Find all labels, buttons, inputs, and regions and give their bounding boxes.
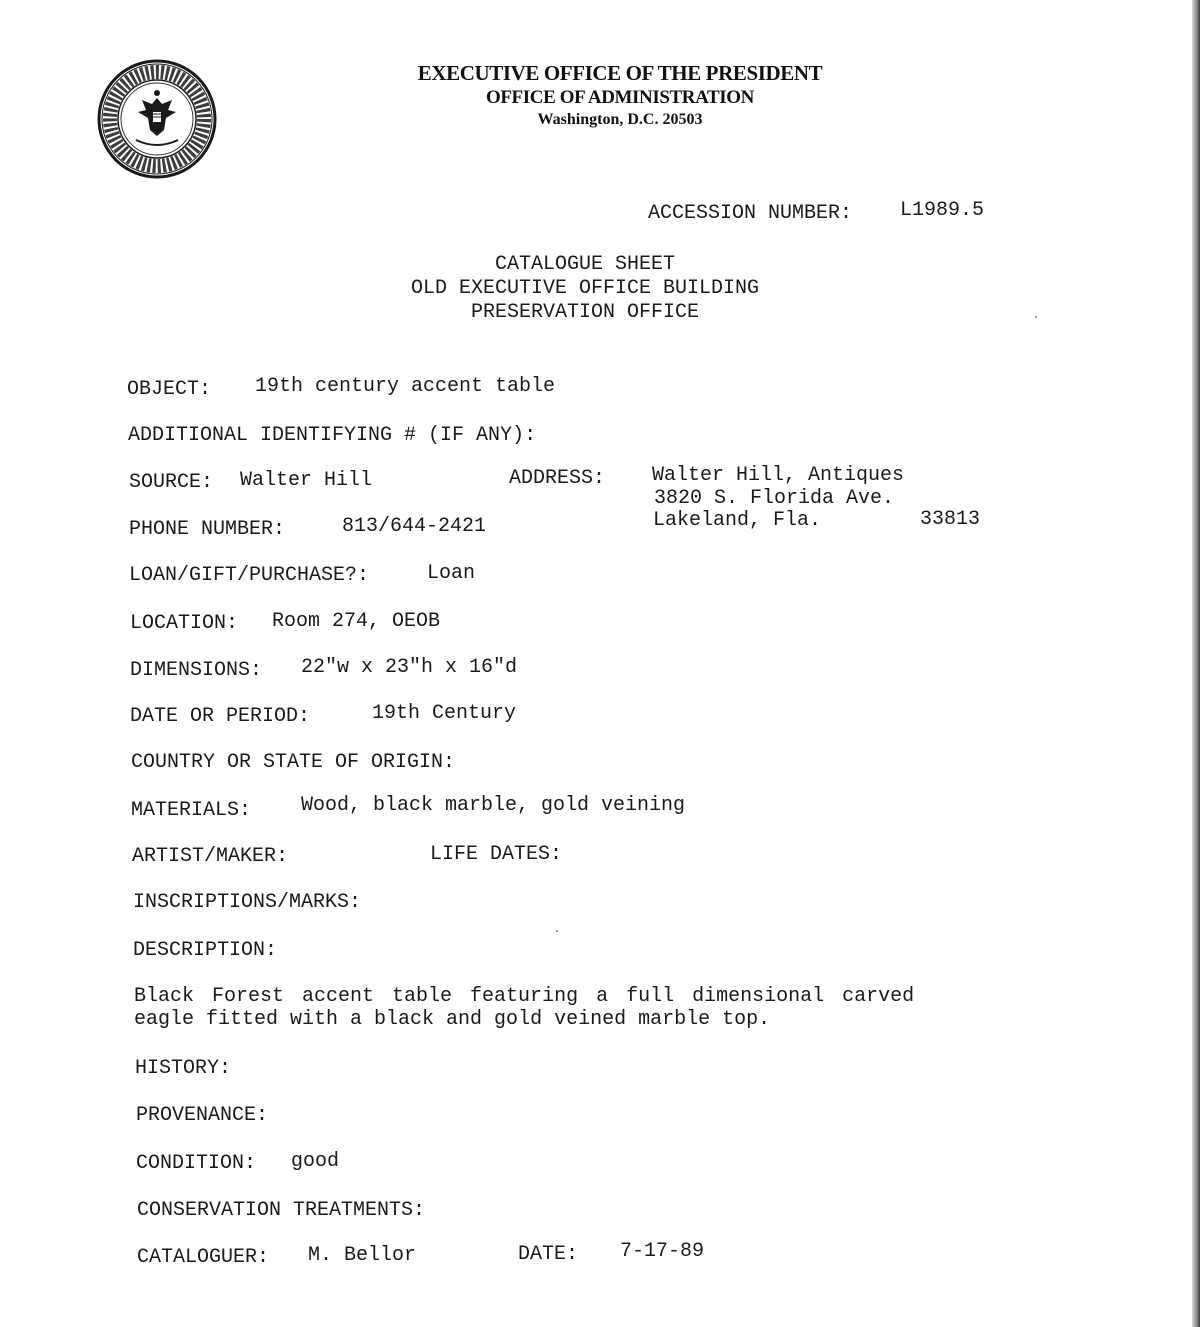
- location-value: Room 274, OEOB: [272, 610, 441, 633]
- loan-label: LOAN/GIFT/PURCHASE?:: [129, 564, 370, 587]
- building-title: OLD EXECUTIVE OFFICE BUILDING: [410, 277, 760, 300]
- date-label: DATE:: [518, 1243, 579, 1266]
- address-line3: Lakeland, Fla.: [653, 509, 822, 532]
- description-label: DESCRIPTION:: [133, 939, 278, 962]
- description-line1: Black Forest accent table featuring a full dimensional carved: [134, 985, 915, 1008]
- description-line2: eagle fitted with a black and gold veined marble top.: [134, 1008, 771, 1031]
- loan-value: Loan: [427, 562, 476, 585]
- date-period-label: DATE OR PERIOD:: [130, 705, 311, 728]
- object-label: OBJECT:: [127, 378, 212, 401]
- condition-label: CONDITION:: [136, 1152, 257, 1175]
- scan-speck: [556, 930, 558, 932]
- materials-label: MATERIALS:: [131, 799, 252, 822]
- cataloguer-value: M. Bellor: [308, 1244, 417, 1267]
- materials-value: Wood, black marble, gold veining: [301, 794, 686, 817]
- address-zip: 33813: [920, 508, 981, 531]
- inscriptions-label: INSCRIPTIONS/MARKS:: [133, 891, 362, 914]
- cataloguer-label: CATALOGUER:: [137, 1246, 270, 1269]
- accession-label: ACCESSION NUMBER:: [648, 202, 853, 225]
- date-period-value: 19th Century: [372, 702, 517, 725]
- life-dates-label: LIFE DATES:: [430, 843, 563, 866]
- artist-label: ARTIST/MAKER:: [132, 845, 289, 868]
- conservation-label: CONSERVATION TREATMENTS:: [137, 1199, 426, 1222]
- location-label: LOCATION:: [130, 612, 239, 635]
- condition-value: good: [291, 1150, 340, 1173]
- dimensions-label: DIMENSIONS:: [130, 659, 263, 682]
- scan-speck: [1035, 316, 1037, 318]
- history-label: HISTORY:: [135, 1057, 232, 1080]
- header-executive-office: EXECUTIVE OFFICE OF THE PRESIDENT: [417, 61, 823, 85]
- address-label: ADDRESS:: [509, 467, 606, 490]
- provenance-label: PROVENANCE:: [136, 1104, 269, 1127]
- source-label: SOURCE:: [129, 471, 214, 494]
- office-of-administration-seal-icon: [96, 58, 218, 180]
- additional-id-label: ADDITIONAL IDENTIFYING # (IF ANY):: [128, 424, 537, 447]
- catalogue-sheet-title: CATALOGUE SHEET: [494, 253, 676, 276]
- source-value: Walter Hill: [240, 469, 373, 492]
- origin-label: COUNTRY OR STATE OF ORIGIN:: [131, 751, 456, 774]
- scan-edge: [1192, 0, 1200, 1327]
- phone-value: 813/644-2421: [342, 515, 487, 538]
- phone-label: PHONE NUMBER:: [129, 518, 286, 541]
- dimensions-value: 22"w x 23"h x 16"d: [301, 656, 518, 679]
- header-office-of-administration: OFFICE OF ADMINISTRATION: [485, 87, 755, 108]
- accession-number: L1989.5: [900, 199, 985, 222]
- preservation-office-title: PRESERVATION OFFICE: [470, 301, 700, 324]
- address-line2: 3820 S. Florida Ave.: [654, 487, 895, 510]
- header-address: Washington, D.C. 20503: [537, 111, 703, 128]
- address-line1: Walter Hill, Antiques: [652, 464, 905, 487]
- object-value: 19th century accent table: [255, 375, 556, 398]
- date-value: 7-17-89: [620, 1240, 705, 1263]
